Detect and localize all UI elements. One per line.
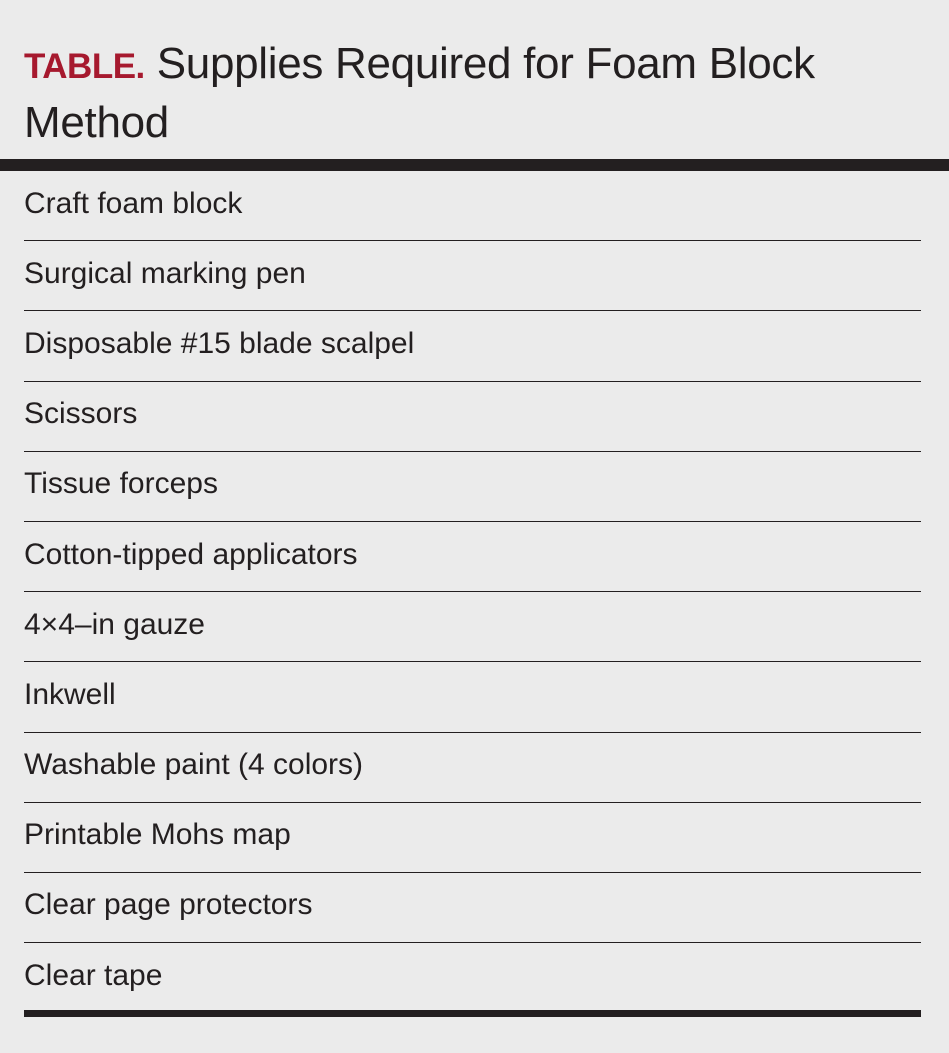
bottom-rule (24, 1010, 921, 1017)
list-item: Tissue forceps (24, 452, 921, 522)
list-item: Inkwell (24, 662, 921, 732)
table-label: TABLE. (24, 47, 145, 86)
table-title (24, 36, 904, 151)
list-item: Disposable #15 blade scalpel (24, 311, 921, 381)
list-item: Surgical marking pen (24, 241, 921, 311)
table-title-text: Supplies Required for Foam Block Method (24, 39, 815, 147)
list-item: Clear page protectors (24, 873, 921, 943)
supplies-list (24, 171, 921, 1013)
list-item: Craft foam block (24, 171, 921, 241)
list-item: Scissors (24, 382, 921, 452)
list-item: Washable paint (4 colors) (24, 733, 921, 803)
list-item: 4×4–in gauze (24, 592, 921, 662)
list-item: Cotton-tipped applicators (24, 522, 921, 592)
list-item: Printable Mohs map (24, 803, 921, 873)
top-rule (0, 159, 949, 171)
list-item: Clear tape (24, 959, 163, 993)
